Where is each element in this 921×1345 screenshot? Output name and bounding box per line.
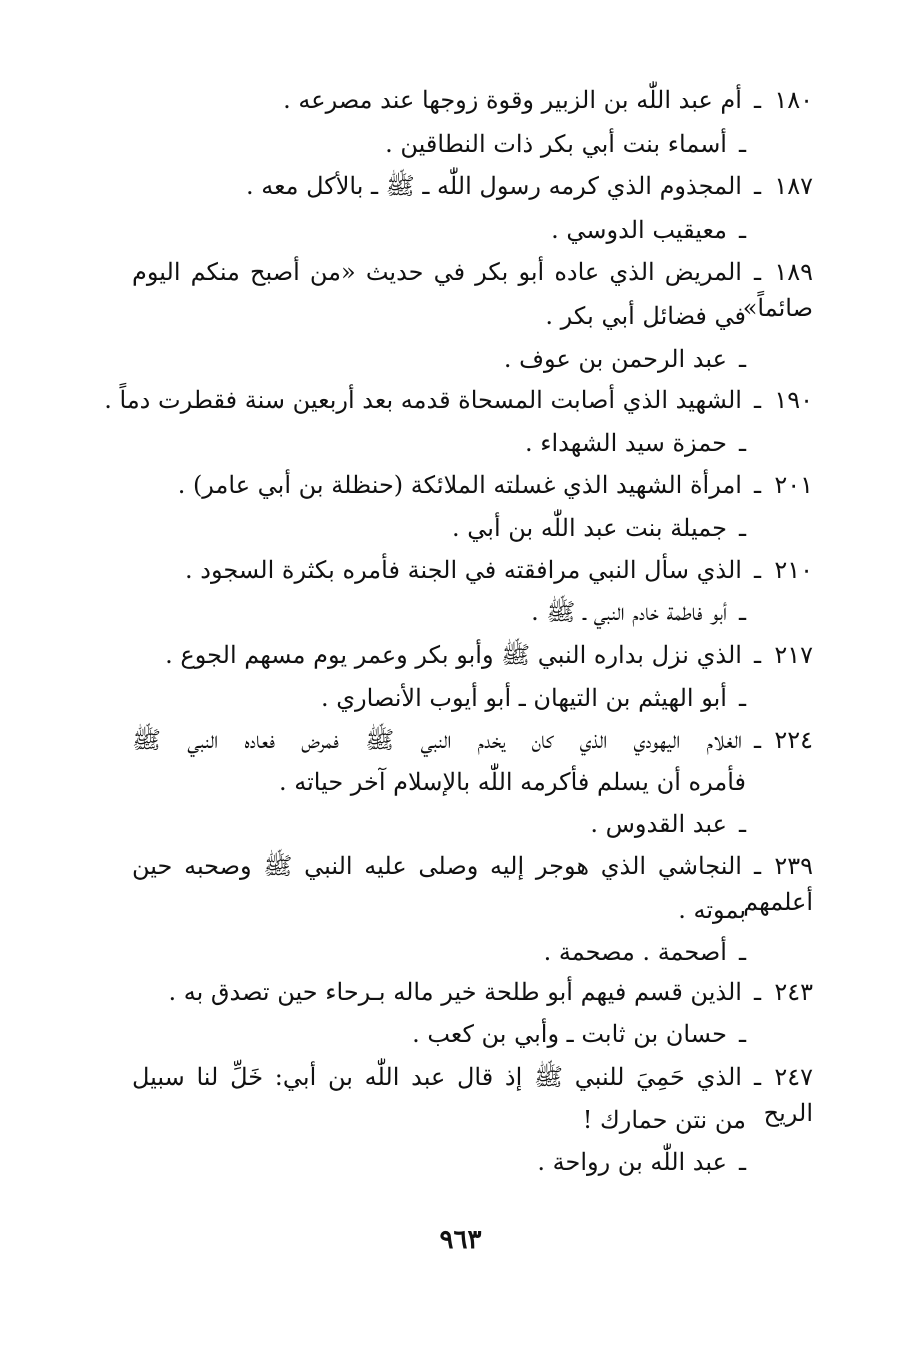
- entry-dash: ـ: [753, 641, 761, 669]
- entry-number: ١٩٠: [774, 386, 813, 414]
- entry-question-text: الذي حَمِيَ للنبي ﷺ إذ قال عبد اللّٰه بن أبي: خَلِّ لنا سبيل الريح: [132, 1063, 813, 1127]
- entry-number: ٢١٧: [774, 641, 813, 669]
- entry-answer: [590, 806, 746, 842]
- entry-question-text: الشهيد الذي أصابت المسحاة قدمه بعد أربعين سنة فقطرت دماً .: [104, 386, 742, 414]
- entry-question-text: الذي سأل النبي مرافقته في الجنة فأمره بكثرة السجود .: [185, 556, 742, 584]
- entry-question: [132, 722, 813, 758]
- answer-dash: ـ: [738, 130, 746, 158]
- entry-question-continuation: فأمره أن يسلم فأكرمه اللّٰه بالإسلام آخر حياته .: [278, 768, 746, 796]
- entry-question-text: الذي نزل بداره النبي ﷺ وأبو بكر وعمر يوم مسهم الجوع .: [165, 641, 742, 669]
- entry-dash: ـ: [753, 86, 761, 114]
- entry-number: ٢٢٤: [774, 726, 813, 754]
- entry-answer-text: معيقيب الدوسي .: [551, 216, 727, 244]
- entry-answer-text: أبو فاطمة خادم النبي ـ ﷺ .: [531, 598, 727, 626]
- entry-question: [178, 467, 813, 503]
- entry-number: ٢٤٣: [774, 978, 813, 1006]
- entry-question-text: النجاشي الذي هوجر إليه وصلى عليه النبي ﷺ وصحبه حين أعلمهم: [132, 852, 813, 916]
- entry-answer-text: عبد القدوس .: [590, 810, 727, 838]
- entry-number: ٢١٠: [774, 556, 813, 584]
- entry-answer: [452, 510, 746, 546]
- answer-dash: ـ: [738, 810, 746, 838]
- entry-answer: [551, 212, 746, 248]
- entry-answer-text: جميلة بنت عبد اللّٰه بن أبي .: [452, 514, 727, 542]
- entry-answer-text: أصحمة . مصحمة .: [543, 938, 727, 966]
- entry-question: [104, 382, 813, 418]
- entry-answer-text: حسان بن ثابت ـ وأبي بن كعب .: [412, 1020, 727, 1048]
- entry-dash: ـ: [753, 852, 761, 880]
- entry-dash: ـ: [753, 556, 761, 584]
- entry-question-text: الغلام اليهودي الذي كان يخدم النبي ﷺ فمرض فعاده النبي ﷺ: [132, 726, 742, 754]
- entry-dash: ـ: [753, 258, 761, 286]
- answer-dash: ـ: [738, 216, 746, 244]
- entry-question-continuation: بموته .: [678, 896, 746, 924]
- entry-number: ١٨٧: [774, 172, 813, 200]
- answer-dash: ـ: [738, 684, 746, 712]
- entry-number: ٢٠١: [774, 471, 813, 499]
- answer-dash: ـ: [738, 598, 746, 626]
- entry-question: [185, 552, 813, 588]
- entry-answer: [385, 126, 746, 162]
- answer-dash: ـ: [738, 429, 746, 457]
- entry-answer-text: حمزة سيد الشهداء .: [524, 429, 727, 457]
- entry-question-text: امرأة الشهيد الذي غسلته الملائكة (حنظلة بن أبي عامر) .: [177, 471, 742, 499]
- entry-answer: [412, 1016, 746, 1052]
- answer-dash: ـ: [738, 1020, 746, 1048]
- entry-question-continuation: في فضائل أبي بكر .: [545, 302, 746, 330]
- entry-answer: [544, 934, 746, 970]
- entry-answer-text: أسماء بنت أبي بكر ذات النطاقين .: [385, 130, 727, 158]
- entry-dash: ـ: [753, 1063, 761, 1091]
- entry-question-text: المجذوم الذي كرمه رسول اللّٰه ـ ﷺ ـ بالأكل معه .: [245, 172, 742, 200]
- entry-dash: ـ: [753, 172, 761, 200]
- entry-answer: [537, 1144, 746, 1180]
- entry-dash: ـ: [753, 386, 761, 414]
- entry-number: ١٨٠: [774, 86, 813, 114]
- entry-question: [283, 82, 813, 118]
- entry-question-text: أم عبد اللّٰه بن الزبير وقوة زوجها عند مصرعه .: [283, 86, 742, 114]
- entry-answer: [531, 594, 746, 630]
- entry-number: ١٨٩: [774, 258, 813, 286]
- entry-answer-text: أبو الهيثم بن التيهان ـ أبو أيوب الأنصاري .: [320, 684, 727, 712]
- page-number: ٩٦٣: [439, 1225, 482, 1255]
- entry-answer-text: عبد الرحمن بن عوف .: [503, 345, 727, 373]
- answer-dash: ـ: [738, 514, 746, 542]
- entry-question-text: المريض الذي عاده أبو بكر في حديث «من أصبح منكم اليوم صائماً»: [132, 258, 813, 322]
- answer-dash: ـ: [738, 938, 746, 966]
- entry-question: [246, 168, 813, 204]
- entry-question: [168, 974, 813, 1010]
- entry-question-continuation: من نتن حمارك !: [582, 1106, 746, 1134]
- entry-answer: [525, 425, 746, 461]
- entry-number: ٢٣٩: [774, 852, 813, 880]
- entry-dash: ـ: [753, 978, 761, 1006]
- answer-dash: ـ: [738, 1148, 746, 1176]
- entry-answer: [321, 680, 746, 716]
- answer-dash: ـ: [738, 345, 746, 373]
- entry-dash: ـ: [753, 726, 761, 754]
- entry-dash: ـ: [753, 471, 761, 499]
- entry-number: ٢٤٧: [774, 1063, 813, 1091]
- entry-answer: [504, 341, 746, 377]
- entry-answer-text: عبد اللّٰه بن رواحة .: [537, 1148, 727, 1176]
- entry-question: [165, 637, 813, 673]
- entry-question-text: الذين قسم فيهم أبو طلحة خير ماله بـرحاء حين تصدق به .: [168, 978, 742, 1006]
